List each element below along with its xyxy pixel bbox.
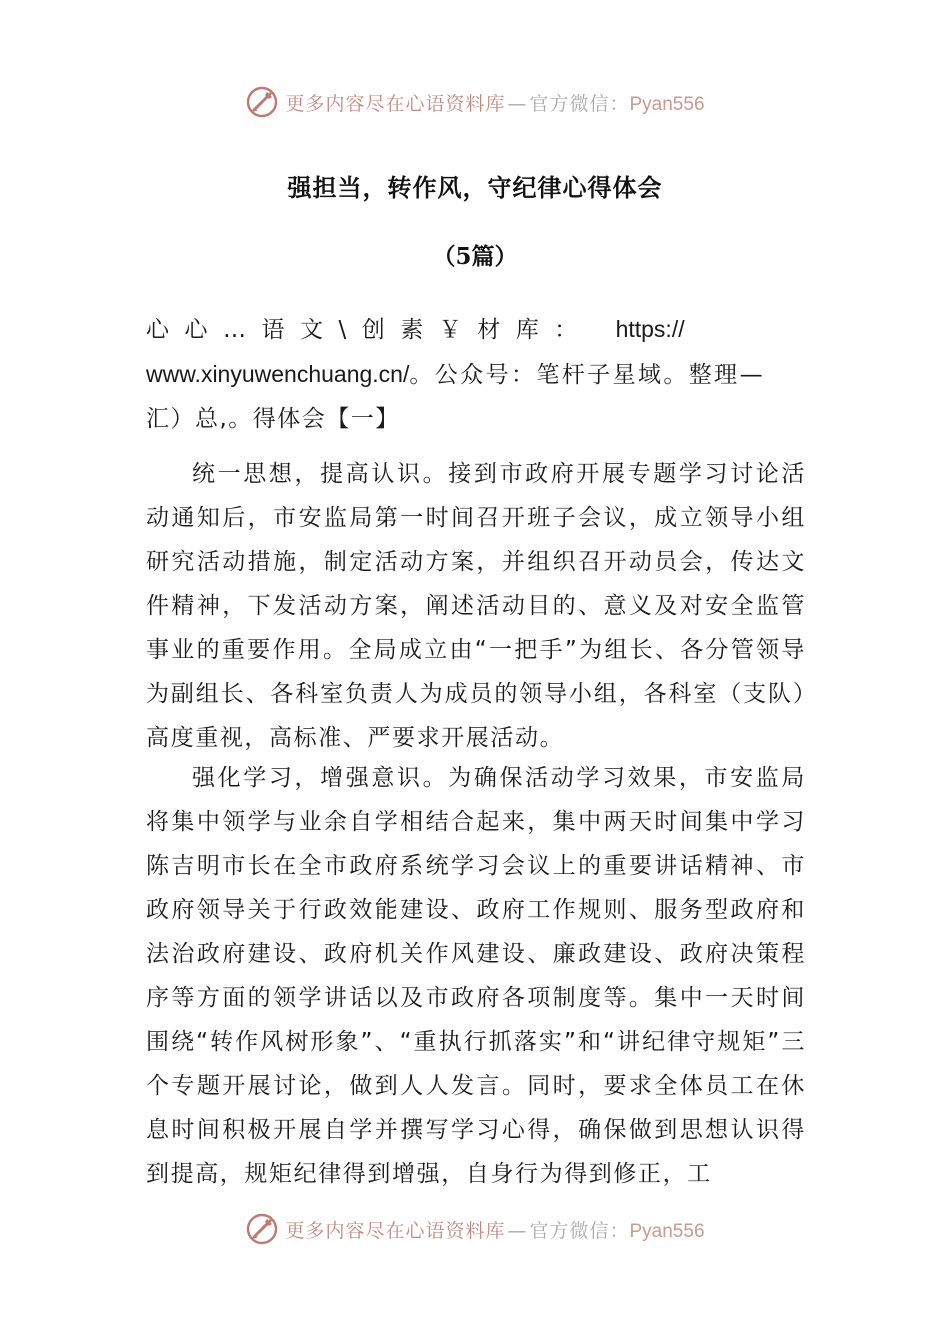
intro-line-1 xyxy=(146,307,806,352)
pen-logo-icon xyxy=(245,1212,279,1246)
watermark-brand: 更多内容尽在心语资料库 xyxy=(285,1219,506,1242)
intro-line-2 xyxy=(146,352,806,397)
watermark-official-label: 官方微信： xyxy=(529,92,630,115)
watermark-text xyxy=(285,89,704,116)
intro-url-part-2: www.xinyuwenchuang.cn/ xyxy=(146,361,410,387)
watermark-separator: — xyxy=(507,1219,528,1242)
document-title: 强担当，转作风，守纪律心得体会 xyxy=(287,174,663,202)
intro-line-3: 汇）总,。得体会【一】 xyxy=(146,406,400,432)
watermark-separator: — xyxy=(507,92,528,115)
watermark-wechat-id: Pyan556 xyxy=(629,93,705,115)
watermark-official-label: 官方微信： xyxy=(529,1219,630,1242)
intro-url-part-1: https:// xyxy=(615,316,685,342)
footer-watermark xyxy=(0,1209,950,1249)
document-subtitle: （5篇） xyxy=(432,243,518,270)
header-watermark xyxy=(0,82,950,122)
intro-block xyxy=(146,307,806,441)
watermark-brand: 更多内容尽在心语资料库 xyxy=(285,92,506,115)
paragraph-1: 统一思想，提高认识。接到市政府开展专题学习讨论活动通知后，市安监局第一时间召开班子会议，成立领导小组研究活动措施，制定活动方案，并组织召开动员会，传达文件精神，下发活动方案，阐述活动目的、意义及对安全监管事业的重要作用。全局成立由“一把手”为组长、各分管领导为副组长、各科室负责人为成员的领导小组，各科室（支队）高度重视，高标准、严要求开展活动。 xyxy=(146,461,806,751)
intro-line-1-prefix: 心心…语文\创素￥材库： xyxy=(146,317,593,343)
pen-logo-icon xyxy=(245,85,279,119)
watermark-wechat-id: Pyan556 xyxy=(629,1220,705,1242)
intro-line-2-rest: 。公众号：笔杆子星域。整理— xyxy=(409,362,765,388)
watermark-text xyxy=(285,1216,704,1243)
paragraph-2: 强化学习，增强意识。为确保活动学习效果，市安监局将集中领学与业余自学相结合起来，集中两天时间集中学习陈吉明市长在全市政府系统学习会议上的重要讲话精神、市政府领导关于行政效能建设、政府工作规则、服务型政府和法治政府建设、政府机关作风建设、廉政建设、政府决策程序等方面的领学讲话以及市政府各项制度等。集中一天时间围绕“转作风树形象”、“重执行抓落实”和“讲纪律守规矩”三个专题开展讨论，做到人人发言。同时，要求全体员工在休息时间积极开展自学并撰写学习心得，确保做到思想认识得到提高，规矩纪律得到增强，自身行为得到修正，工 xyxy=(146,765,806,1187)
